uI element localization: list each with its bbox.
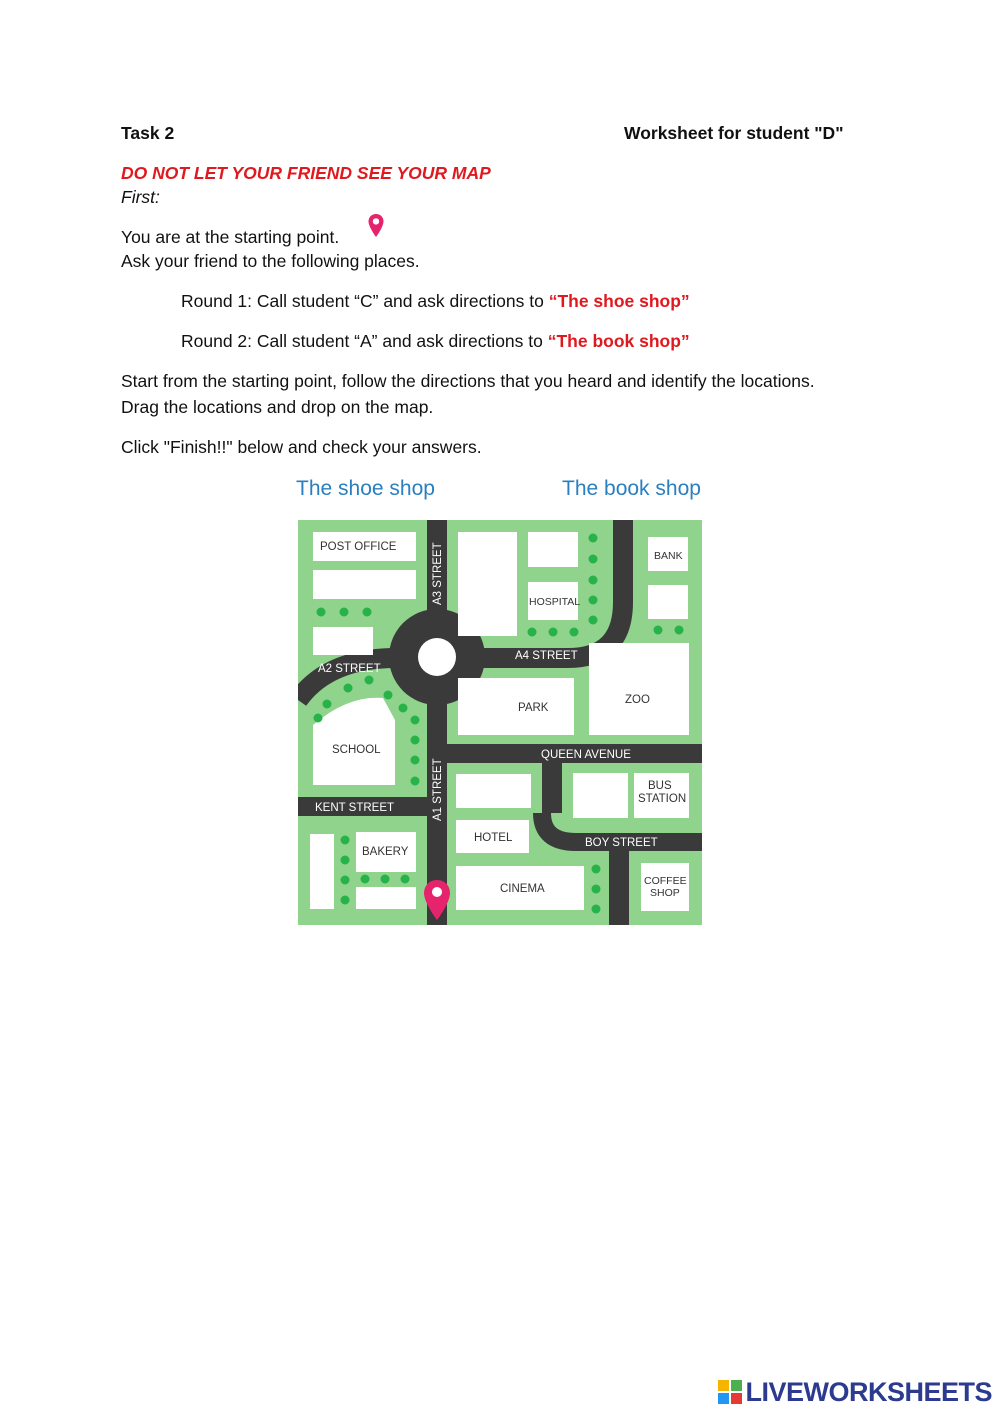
liveworksheets-logo (718, 1377, 992, 1407)
label-school: SCHOOL (332, 744, 381, 756)
label-hospital: HOSPITAL (529, 596, 581, 608)
label-queen-avenue: QUEEN AVENUE (541, 749, 631, 761)
label-bus: BUS (648, 780, 672, 792)
round1-target: “The shoe shop” (548, 291, 690, 311)
building-blank-1 (313, 570, 416, 599)
label-a1-street: A1 STREET (432, 758, 444, 821)
label-station: STATION (638, 793, 687, 805)
label-a2-street: A2 STREET (318, 663, 381, 675)
follow-text: Start from the starting point, follow the directions that you heard and identify the locations. (121, 371, 815, 391)
worksheet-label: Worksheet for student "D" (624, 123, 844, 143)
building-blank-6 (456, 774, 531, 808)
town-map (298, 520, 702, 925)
roundabout-center (418, 638, 456, 676)
label-boy-street: BOY STREET (585, 837, 658, 849)
ask-text: Ask your friend to the following places. (121, 251, 420, 271)
label-bakery: BAKERY (362, 846, 409, 858)
drag-shoe-shop[interactable]: The shoe shop (296, 477, 435, 500)
building-blank-4 (528, 532, 578, 567)
label-bank: BANK (654, 550, 683, 562)
label-kent-street: KENT STREET (315, 802, 395, 814)
building-blank-9 (356, 887, 416, 909)
label-park: PARK (518, 702, 549, 714)
label-coffee: COFFEE (644, 875, 687, 887)
logo-grid-icon (718, 1380, 742, 1404)
warning-text: DO NOT LET YOUR FRIEND SEE YOUR MAP (121, 163, 491, 183)
round1-prefix: Round 1: Call student “C” and ask directions to (181, 291, 549, 311)
label-hotel: HOTEL (474, 832, 513, 844)
start-point-text: You are at the starting point. (121, 227, 340, 247)
building-park (458, 678, 574, 735)
building-blank-5 (648, 585, 688, 619)
start-pin-icon (367, 213, 385, 239)
label-shop: SHOP (650, 887, 680, 899)
round2-target: “The book shop” (547, 331, 690, 351)
label-a4-street: A4 STREET (515, 650, 578, 662)
task-label: Task 2 (121, 123, 175, 143)
building-blank-3 (458, 532, 517, 636)
label-zoo: ZOO (625, 694, 650, 706)
first-label: First: (121, 187, 160, 207)
drag-text: Drag the locations and drop on the map. (121, 397, 434, 417)
building-blank-2 (313, 627, 373, 655)
road-boy-connector (542, 763, 562, 813)
round2-line (181, 330, 690, 352)
logo-wordmark: LIVEWORKSHEETS (745, 1376, 992, 1407)
building-blank-8 (310, 834, 334, 909)
label-cinema: CINEMA (500, 883, 545, 895)
finish-text: Click "Finish!!" below and check your answers. (121, 437, 482, 457)
label-a3-street: A3 STREET (432, 542, 444, 605)
building-zoo (589, 643, 689, 735)
building-blank-7 (573, 773, 628, 818)
round2-prefix: Round 2: Call student “A” and ask directions to (181, 331, 548, 351)
round1-line (181, 290, 690, 312)
drag-book-shop[interactable]: The book shop (562, 477, 701, 500)
label-post-office: POST OFFICE (320, 541, 397, 553)
